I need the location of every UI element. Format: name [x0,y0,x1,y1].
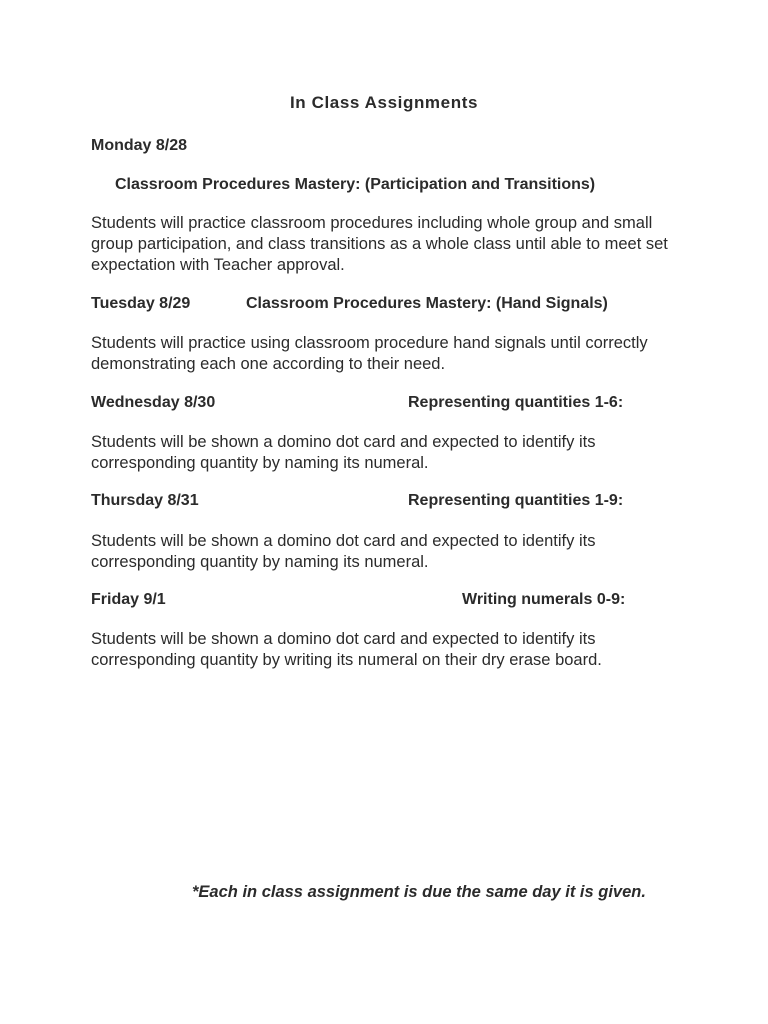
monday-day-label: Monday 8/28 [91,137,188,154]
wednesday-day-label: Wednesday 8/30 [91,394,216,411]
monday-description: Students will practice classroom procedures including whole group and small group participation, and class transitions as a whole class until able to meet set expectation with Teacher approval. [91,214,668,274]
monday-topic: Classroom Procedures Mastery: (Participation and Transitions) [115,176,596,193]
due-date-footnote: *Each in class assignment is due the same day it is given. [192,883,646,901]
page-title: In Class Assignments [289,93,479,112]
tuesday-topic: Classroom Procedures Mastery: (Hand Signals) [246,295,608,312]
thursday-day-label: Thursday 8/31 [91,492,199,509]
friday-day-label: Friday 9/1 [91,591,166,608]
thursday-topic: Representing quantities 1-9: [408,492,624,509]
thursday-description: Students will be shown a domino dot card and expected to identify its corresponding quantity by naming its numeral. [91,532,596,571]
tuesday-description: Students will practice using classroom procedure hand signals until correctly demonstrating each one according to their need. [91,334,648,373]
tuesday-day-label: Tuesday 8/29 [91,295,191,312]
wednesday-topic: Representing quantities 1-6: [408,394,624,411]
wednesday-description: Students will be shown a domino dot card and expected to identify its corresponding quantity by naming its numeral. [91,433,596,472]
friday-topic: Writing numerals 0-9: [462,591,626,608]
friday-description: Students will be shown a domino dot card and expected to identify its corresponding quantity by writing its numeral on their dry erase board. [91,630,602,669]
